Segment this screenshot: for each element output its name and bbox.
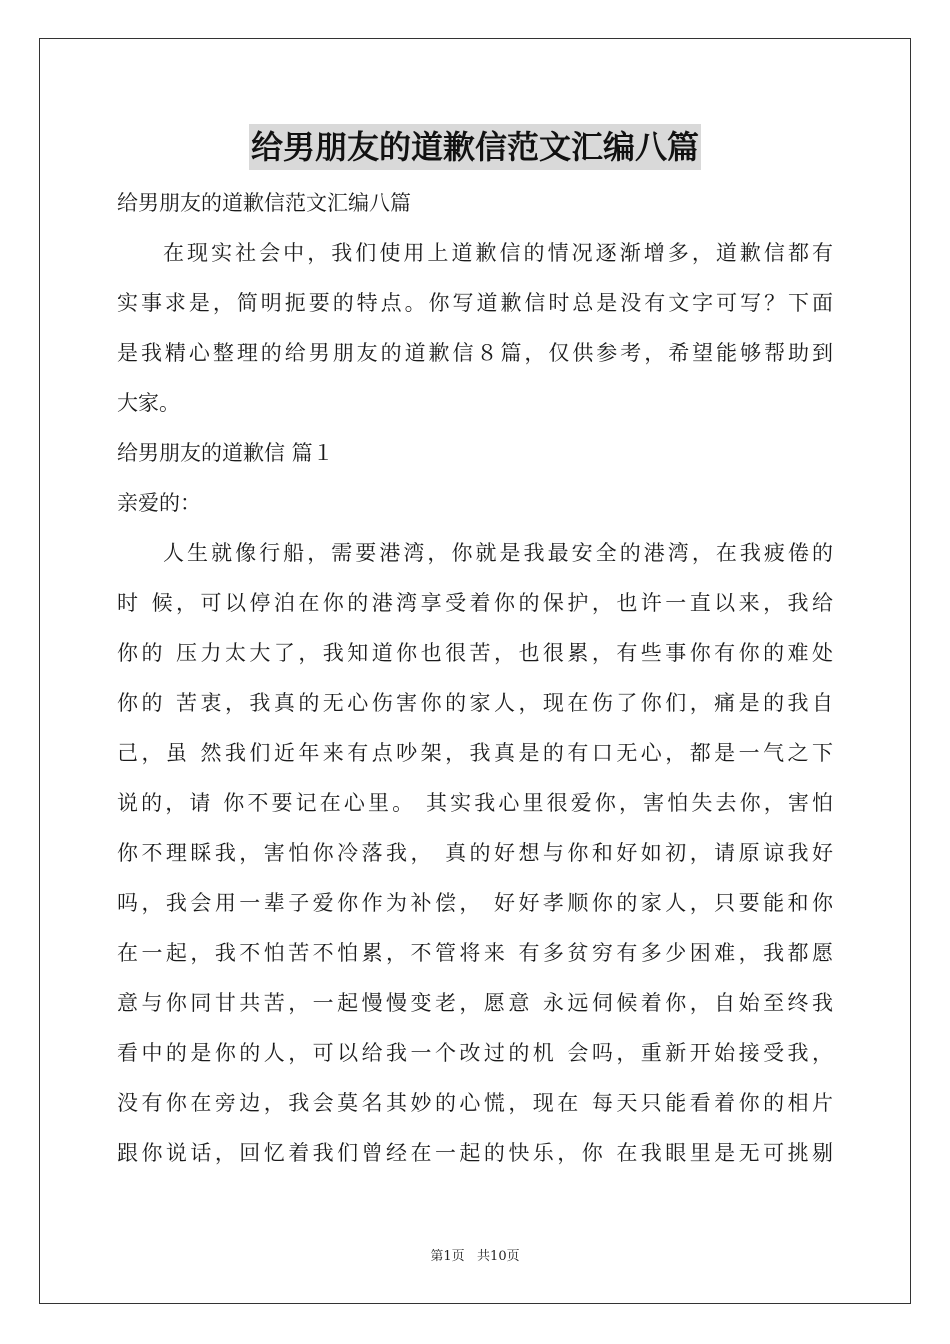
- body-line: 在一起，我不怕苦不怕累，不管将来 有多贫穷有多少困难，我都愿: [117, 941, 833, 965]
- document-title: 给男朋友的道歉信范文汇编八篇: [249, 124, 701, 170]
- body-line: 人生就像行船，需要港湾，你就是我最安全的港湾，在我疲倦的: [163, 541, 833, 565]
- salutation: 亲爱的：: [117, 491, 201, 515]
- body-line: 说的，请 你不要记在心里。 其实我心里很爱你，害怕失去你，害怕: [117, 791, 833, 815]
- body-line: 吗，我会用一辈子爱你作为补偿， 好好孝顺你的家人，只要能和你: [117, 891, 833, 915]
- section-heading: 给男朋友的道歉信 篇１: [117, 441, 334, 465]
- body-line: 跟你说话，回忆着我们曾经在一起的快乐，你 在我眼里是无可挑剔: [117, 1141, 833, 1165]
- intro-line: 大家。: [117, 391, 180, 415]
- intro-line: 在现实社会中，我们使用上道歉信的情况逐渐增多，道歉信都有: [163, 241, 833, 265]
- page-footer: 第1页 共10页: [430, 1249, 520, 1264]
- intro-line: 是我精心整理的给男朋友的道歉信８篇，仅供参考，希望能够帮助到: [117, 341, 833, 365]
- body-line: 没有你在旁边，我会莫名其妙的心慌，现在 每天只能看着你的相片: [117, 1091, 833, 1115]
- body-line: 看中的是你的人，可以给我一个改过的机 会吗，重新开始接受我，: [117, 1041, 833, 1065]
- title-block: [0, 124, 950, 170]
- document-body: [117, 178, 833, 1178]
- body-line: 你的 苦衷，我真的无心伤害你的家人，现在伤了你们，痛是的我自: [117, 691, 833, 715]
- body-line: 你的 压力太大了，我知道你也很苦，也很累，有些事你有你的难处: [117, 641, 833, 665]
- subtitle-line: 给男朋友的道歉信范文汇编八篇: [117, 191, 411, 215]
- body-line: 时 候，可以停泊在你的港湾享受着你的保护，也许一直以来，我给: [117, 591, 833, 615]
- intro-line: 实事求是，简明扼要的特点。你写道歉信时总是没有文字可写？下面: [117, 291, 833, 315]
- body-line: 意与你同甘共苦，一起慢慢变老，愿意 永远伺候着你，自始至终我: [117, 991, 833, 1015]
- body-line: 你不理睬我，害怕你冷落我， 真的好想与你和好如初，请原谅我好: [117, 841, 833, 865]
- body-line: 己，虽 然我们近年来有点吵架，我真是的有口无心，都是一气之下: [117, 741, 833, 765]
